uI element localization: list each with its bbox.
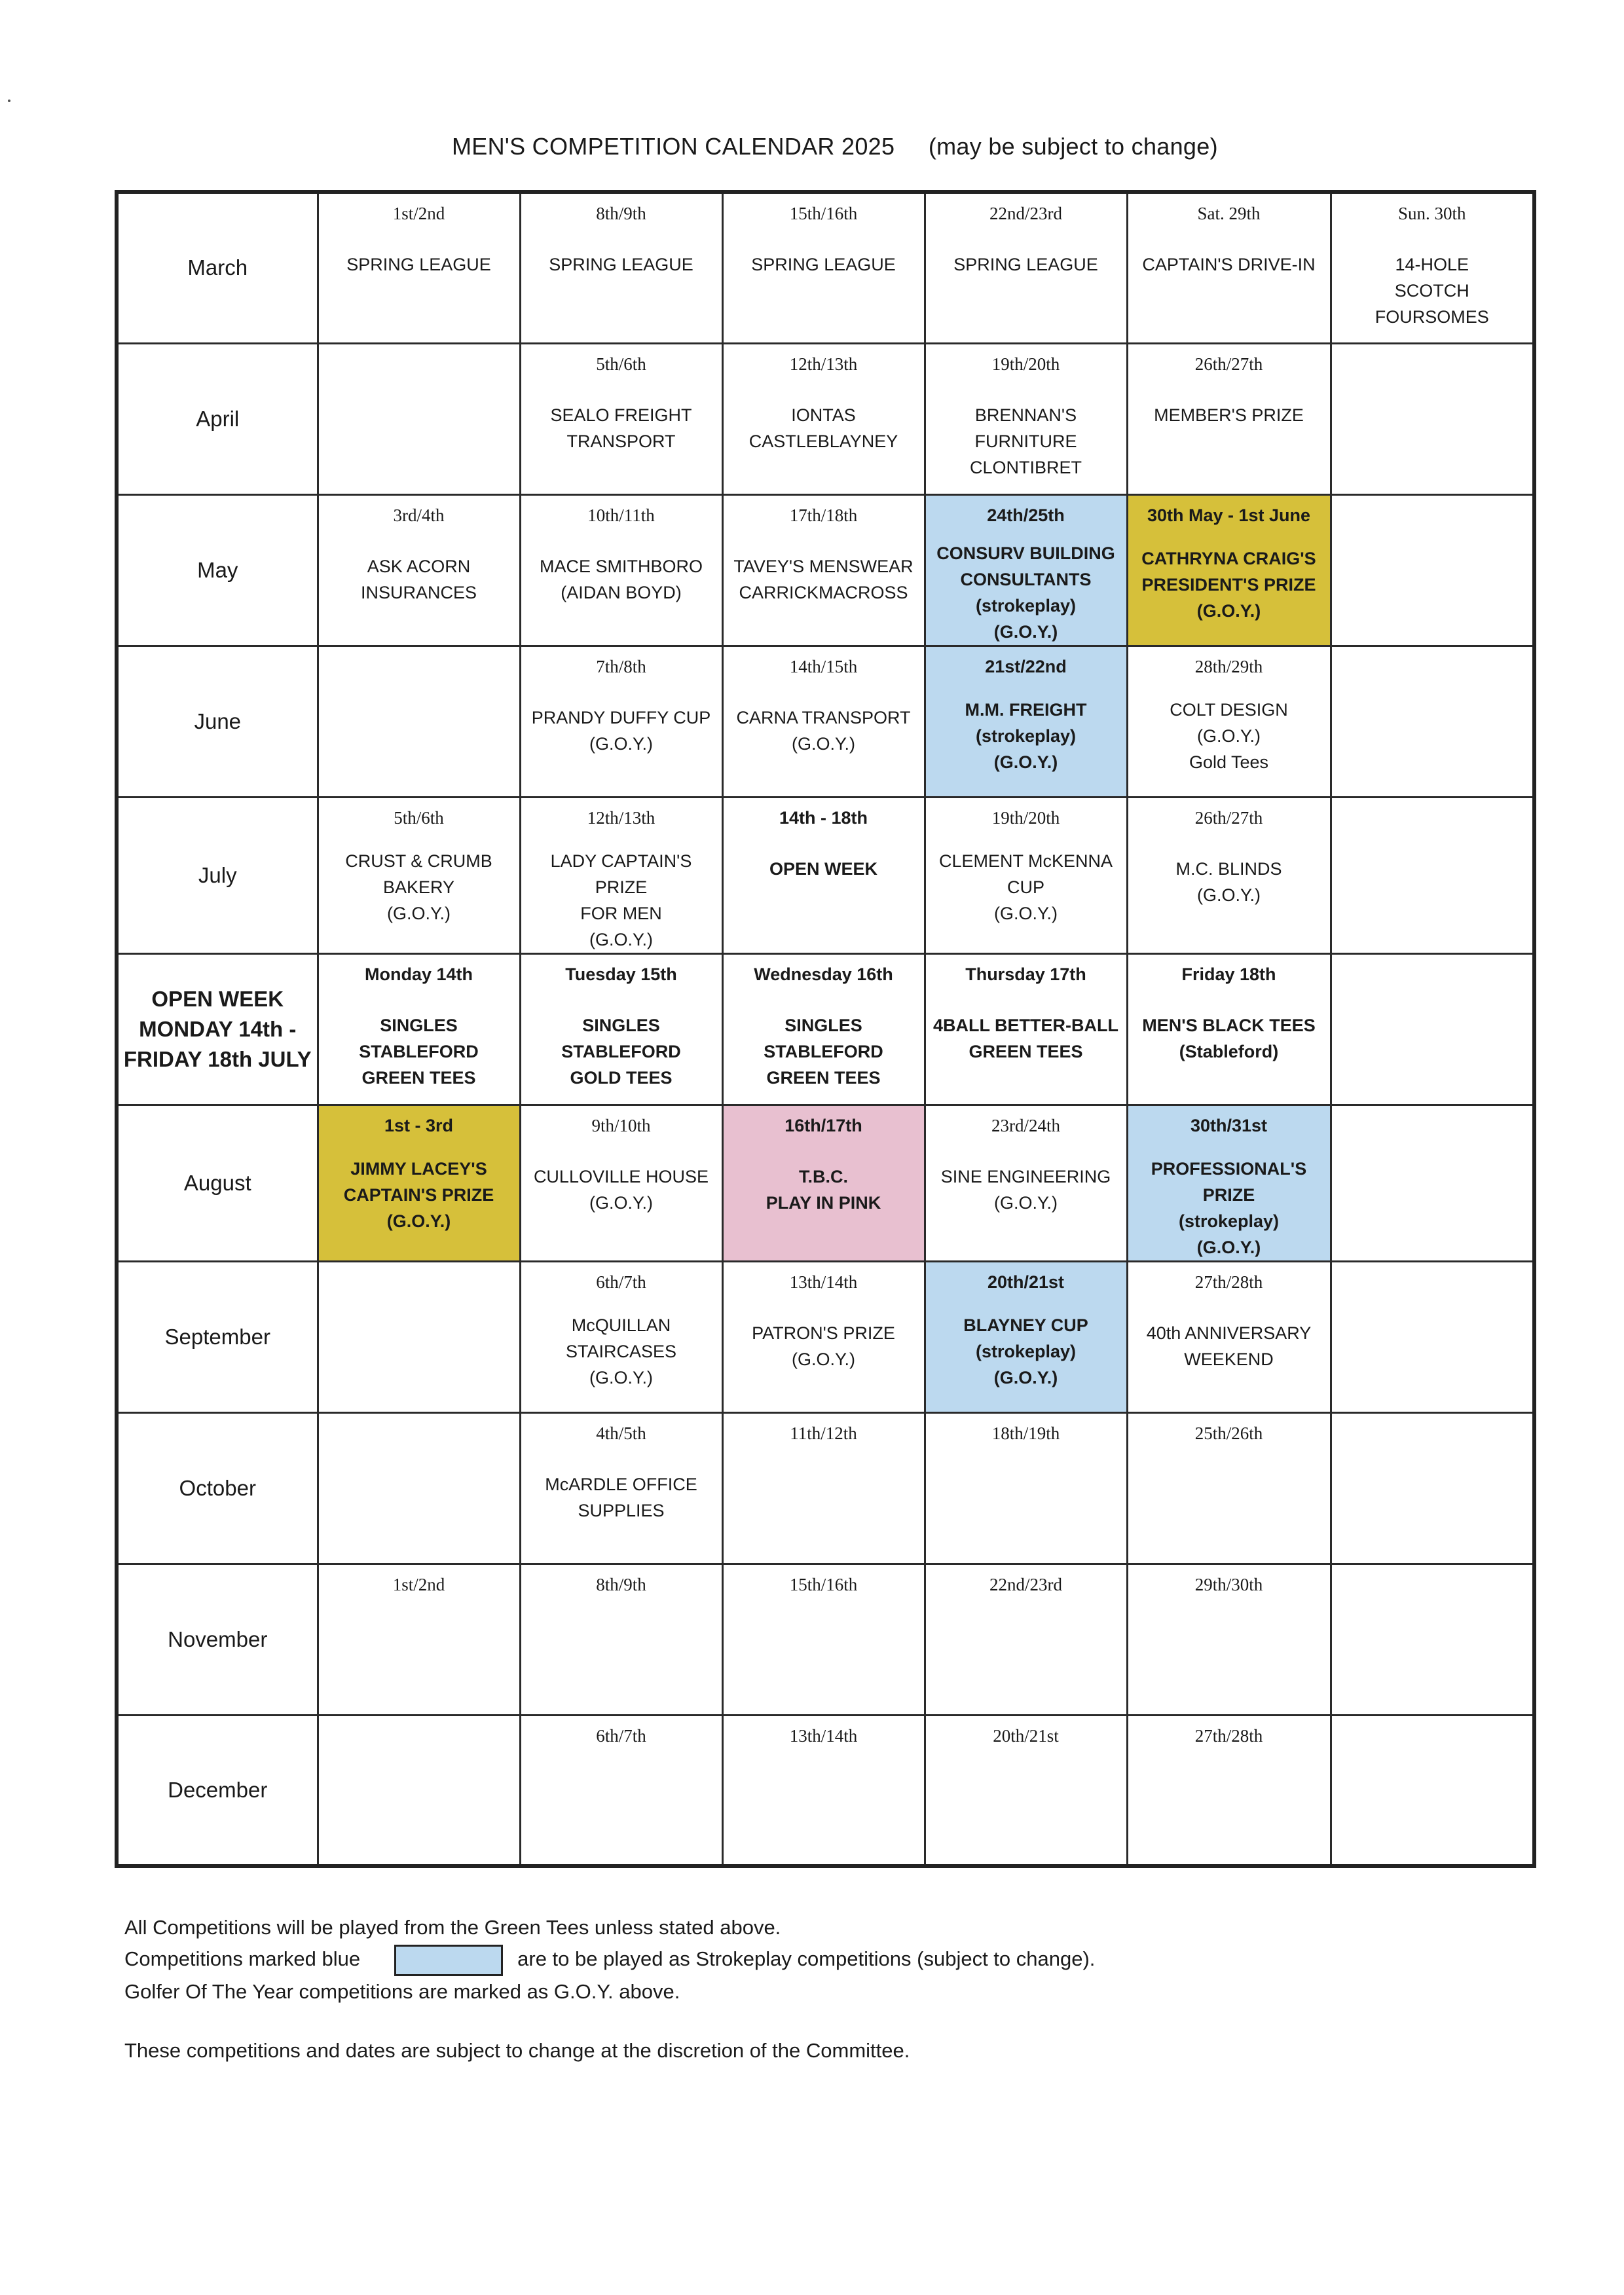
- competition-line: CRUST & CRUMB: [345, 851, 492, 871]
- competition-line: SPRING LEAGUE: [346, 255, 491, 274]
- competition-line: T.B.C.: [798, 1166, 848, 1186]
- competition-cell: [925, 192, 1127, 343]
- competition-date: 15th/16th: [789, 1574, 858, 1594]
- competition-cell: [318, 646, 520, 797]
- competition-line: (G.O.Y.): [1196, 600, 1261, 621]
- page-title: MEN'S COMPETITION CALENDAR 2025 (may be subject to change): [452, 133, 1218, 160]
- competition-line: (G.O.Y.): [993, 1367, 1058, 1387]
- competition-cell: [1331, 953, 1534, 1105]
- competition-line: GREEN TEES: [766, 1067, 881, 1088]
- competition-cell: [722, 1105, 925, 1261]
- competition-date: 24th/25th: [987, 505, 1065, 525]
- competition-date: 13th/14th: [789, 1272, 858, 1292]
- competition-line: ASK ACORN: [367, 556, 471, 576]
- month-label: September: [164, 1324, 270, 1349]
- month-label: May: [197, 557, 238, 582]
- month-cell: [117, 646, 318, 797]
- competition-line: CASTLEBLAYNEY: [748, 431, 898, 451]
- competition-line: PLAY IN PINK: [766, 1192, 881, 1213]
- competition-date: 29th/30th: [1194, 1574, 1263, 1594]
- competition-line: GOLD TEES: [570, 1067, 673, 1088]
- competition-line: BAKERY: [382, 877, 455, 897]
- competition-line: JIMMY LACEY'S: [350, 1158, 487, 1179]
- competition-line: WEEKEND: [1184, 1349, 1274, 1369]
- competition-line: McQUILLAN: [571, 1315, 671, 1335]
- competition-cell: [520, 494, 722, 646]
- competition-line: SINE ENGINEERING: [940, 1166, 1111, 1186]
- competition-line: PRESIDENT'S PRIZE: [1141, 574, 1316, 595]
- month-label-line: MONDAY 14th -: [139, 1016, 297, 1041]
- competition-cell: [1127, 1261, 1331, 1412]
- competition-cell: [520, 1105, 722, 1261]
- competition-name: [319, 553, 519, 606]
- competition-date: Tuesday 15th: [565, 964, 677, 984]
- note-goy: Golfer Of The Year competitions are marked as G.O.Y. above.: [124, 1979, 680, 2003]
- competition-line: (G.O.Y.): [993, 621, 1058, 642]
- competition-line: 4BALL BETTER-BALL: [933, 1015, 1118, 1035]
- month-label: November: [168, 1626, 268, 1651]
- month-label: April: [196, 406, 240, 431]
- competition-date: 6th/7th: [596, 1272, 646, 1292]
- competition-date: 7th/8th: [596, 656, 646, 676]
- competition-name: [521, 402, 722, 454]
- competition-line: CATHRYNA CRAIG'S: [1141, 548, 1316, 568]
- competition-date: 14th - 18th: [779, 807, 868, 828]
- competition-line: STAIRCASES: [565, 1341, 677, 1361]
- competition-name: [724, 856, 924, 882]
- competition-date: 20th/21st: [993, 1725, 1059, 1746]
- competition-cell: [722, 646, 925, 797]
- competition-date: 15th/16th: [789, 204, 858, 223]
- competition-name: [926, 251, 1126, 278]
- competition-date: 8th/9th: [596, 204, 646, 223]
- competition-line: (strokeplay): [975, 1341, 1077, 1361]
- competition-line: M.M. FREIGHT: [965, 699, 1087, 720]
- competition-line: PROFESSIONAL'S PRIZE: [1151, 1158, 1307, 1205]
- competition-cell: [925, 343, 1127, 494]
- competition-name: [724, 402, 924, 454]
- competition-line: CARRICKMACROSS: [739, 582, 908, 602]
- competition-line: CONSURV BUILDING: [936, 543, 1115, 563]
- competition-name: [724, 251, 924, 278]
- competition-line: GREEN TEES: [361, 1067, 476, 1088]
- competition-cell: [925, 1564, 1127, 1715]
- competition-line: 40th ANNIVERSARY: [1146, 1323, 1312, 1343]
- competition-line: (G.O.Y.): [589, 1367, 654, 1387]
- competition-date: 23rd/24th: [991, 1115, 1060, 1135]
- competition-line: (G.O.Y.): [993, 903, 1058, 923]
- competition-name: [1128, 1012, 1330, 1065]
- competition-cell: [520, 1412, 722, 1564]
- calendar-row: [117, 1564, 1534, 1715]
- competition-line: (G.O.Y.): [1196, 1237, 1261, 1257]
- competition-line: (G.O.Y.): [589, 1192, 654, 1213]
- month-cell: [117, 1261, 318, 1412]
- competition-name: [319, 1012, 519, 1091]
- month-cell: [117, 1564, 318, 1715]
- competition-name: [1128, 856, 1330, 908]
- competition-date: 11th/12th: [790, 1423, 857, 1443]
- note-strokeplay-prefix: Competitions marked blue: [124, 1947, 361, 1970]
- competition-name: [926, 1012, 1126, 1065]
- competition-date: 19th/20th: [991, 807, 1060, 828]
- competition-date: Thursday 17th: [965, 964, 1086, 984]
- competition-line: SPRING LEAGUE: [549, 255, 693, 274]
- calendar-row: [117, 953, 1534, 1105]
- competition-cell: [1331, 192, 1534, 343]
- month-label: December: [168, 1777, 268, 1802]
- competition-cell: [520, 1715, 722, 1866]
- competition-date: 12th/13th: [789, 354, 858, 374]
- competition-name: [521, 1012, 722, 1091]
- competition-date: 20th/21st: [987, 1272, 1065, 1292]
- competition-line: CARNA TRANSPORT: [736, 707, 911, 727]
- competition-cell: [520, 1261, 722, 1412]
- competition-cell: [925, 1715, 1127, 1866]
- competition-cell: [1331, 343, 1534, 494]
- calendar-row: [117, 797, 1534, 953]
- competition-cell: [318, 1105, 520, 1261]
- competition-cell: [1331, 646, 1534, 797]
- note-green-tees: All Competitions will be played from the Green Tees unless stated above.: [124, 1916, 781, 1939]
- competition-line: LADY CAPTAIN'S PRIZE: [550, 851, 692, 897]
- competition-cell: [1331, 1261, 1534, 1412]
- competition-cell: [520, 192, 722, 343]
- calendar-row: [117, 1715, 1534, 1866]
- competition-line: CLONTIBRET: [969, 457, 1082, 477]
- calendar-notes: [124, 1912, 1500, 2066]
- competition-name: [521, 1164, 722, 1216]
- competition-name: [724, 1164, 924, 1216]
- competition-cell: [1127, 953, 1331, 1105]
- competition-cell: [1127, 1564, 1331, 1715]
- calendar-row: [117, 343, 1534, 494]
- competition-date: Monday 14th: [364, 964, 473, 984]
- competition-cell: [520, 646, 722, 797]
- competition-cell: [318, 1261, 520, 1412]
- competition-date: 1st - 3rd: [384, 1115, 454, 1135]
- competition-cell: [1331, 1564, 1534, 1715]
- competition-line: (G.O.Y.): [589, 929, 654, 949]
- competition-name: [521, 705, 722, 757]
- competition-date: 22nd/23rd: [989, 204, 1062, 223]
- competition-name: [1128, 1320, 1330, 1372]
- competition-line: (G.O.Y.): [386, 1211, 451, 1231]
- competition-line: (G.O.Y.): [993, 1192, 1058, 1213]
- competition-name: [724, 1012, 924, 1091]
- competition-date: Sat. 29th: [1197, 204, 1261, 223]
- competition-line: (G.O.Y.): [1196, 885, 1261, 905]
- competition-cell: [1127, 1715, 1331, 1866]
- competition-name: [521, 251, 722, 278]
- competition-line: (G.O.Y.): [589, 733, 654, 754]
- competition-line: (G.O.Y.): [993, 752, 1058, 772]
- competition-line: SINGLES STABLEFORD: [764, 1015, 883, 1061]
- competition-name: [926, 697, 1126, 775]
- competition-date: 10th/11th: [587, 505, 655, 525]
- month-cell: [117, 192, 318, 343]
- competition-cell: [318, 343, 520, 494]
- month-cell: [117, 1412, 318, 1564]
- competition-date: 28th/29th: [1194, 656, 1263, 676]
- competition-cell: [722, 343, 925, 494]
- competition-line: CLEMENT McKENNA: [938, 851, 1113, 871]
- month-label-line: OPEN WEEK: [151, 986, 284, 1011]
- competition-line: (G.O.Y.): [791, 1349, 856, 1369]
- competition-date: 17th/18th: [789, 505, 858, 525]
- competition-line: MEMBER'S PRIZE: [1154, 405, 1304, 425]
- competition-name: [1128, 697, 1330, 775]
- month-cell: [117, 1105, 318, 1261]
- note-strokeplay-suffix: are to be played as Strokeplay competitions (subject to change).: [517, 1947, 1096, 1970]
- competition-date: 26th/27th: [1194, 354, 1263, 374]
- competition-line: INSURANCES: [360, 582, 477, 602]
- month-label: March: [187, 255, 248, 280]
- competition-line: IONTAS: [791, 405, 856, 425]
- competition-cell: [1127, 646, 1331, 797]
- note-committee: These competitions and dates are subject to change at the discretion of the Committee.: [124, 2038, 910, 2062]
- competition-cell: [925, 1261, 1127, 1412]
- calendar-row: [117, 494, 1534, 646]
- month-label-line: FRIDAY 18th JULY: [123, 1046, 312, 1071]
- competition-cell: [722, 1412, 925, 1564]
- competition-line: Gold Tees: [1189, 752, 1269, 772]
- month-cell: [117, 1715, 318, 1866]
- competition-date: 19th/20th: [991, 354, 1060, 374]
- competition-name: [521, 1471, 722, 1524]
- competition-name: [319, 251, 519, 278]
- competition-date: 12th/13th: [587, 807, 655, 828]
- calendar-row: [117, 192, 1534, 343]
- month-cell: [117, 494, 318, 646]
- competition-date: 1st/2nd: [392, 1574, 445, 1594]
- competition-cell: [925, 797, 1127, 953]
- competition-line: SINGLES STABLEFORD: [561, 1015, 681, 1061]
- competition-cell: [925, 1412, 1127, 1564]
- competition-name: [319, 848, 519, 927]
- competition-line: (G.O.Y.): [1196, 725, 1261, 746]
- competition-line: PRANDY DUFFY CUP: [531, 707, 711, 727]
- competition-line: (AIDAN BOYD): [561, 582, 682, 602]
- competition-date: 14th/15th: [789, 656, 858, 676]
- competition-date: 3rd/4th: [393, 505, 445, 525]
- competition-line: 14-HOLE: [1395, 255, 1469, 274]
- competition-cell: [1127, 797, 1331, 953]
- blue-color-key-swatch: [394, 1945, 503, 1976]
- competition-date: 18th/19th: [991, 1423, 1060, 1443]
- competition-line: CONSULTANTS: [960, 569, 1092, 589]
- competition-name: [521, 553, 722, 606]
- month-label: October: [179, 1475, 256, 1500]
- competition-date: 25th/26th: [1194, 1423, 1263, 1443]
- competition-cell: [722, 953, 925, 1105]
- month-label: July: [198, 862, 237, 887]
- competition-calendar-table: [115, 190, 1536, 1868]
- competition-line: TRANSPORT: [566, 431, 676, 451]
- competition-date: 5th/6th: [596, 354, 646, 374]
- calendar-row: [117, 1261, 1534, 1412]
- competition-line: BLAYNEY CUP: [963, 1315, 1088, 1335]
- competition-line: SINGLES STABLEFORD: [359, 1015, 479, 1061]
- competition-name: [319, 1156, 519, 1234]
- competition-cell: [318, 1412, 520, 1564]
- competition-cell: [318, 494, 520, 646]
- competition-line: (G.O.Y.): [791, 733, 856, 754]
- competition-date: 30th May - 1st June: [1147, 505, 1311, 525]
- competition-date: 1st/2nd: [392, 204, 445, 223]
- competition-cell: [722, 494, 925, 646]
- competition-cell: [722, 797, 925, 953]
- competition-name: [926, 540, 1126, 645]
- calendar-row: [117, 1105, 1534, 1261]
- competition-name: [724, 1320, 924, 1372]
- competition-cell: [1331, 797, 1534, 953]
- competition-line: OPEN WEEK: [769, 858, 878, 879]
- month-label: June: [194, 708, 242, 733]
- competition-line: CULLOVILLE HOUSE: [533, 1166, 709, 1186]
- competition-name: [521, 848, 722, 953]
- calendar-row: [117, 1412, 1534, 1564]
- competition-cell: [722, 192, 925, 343]
- competition-line: SCOTCH FOURSOMES: [1375, 281, 1489, 327]
- competition-cell: [318, 953, 520, 1105]
- competition-line: SUPPLIES: [578, 1500, 665, 1520]
- competition-cell: [1331, 1105, 1534, 1261]
- competition-date: 4th/5th: [596, 1423, 646, 1443]
- competition-cell: [1127, 343, 1331, 494]
- competition-date: 26th/27th: [1194, 807, 1263, 828]
- competition-cell: [722, 1715, 925, 1866]
- competition-name: [1332, 251, 1533, 330]
- competition-cell: [520, 343, 722, 494]
- competition-name: [724, 553, 924, 606]
- competition-name: [521, 1312, 722, 1391]
- competition-cell: [318, 192, 520, 343]
- month-label: August: [183, 1170, 251, 1195]
- month-cell: [117, 797, 318, 953]
- competition-cell: [520, 797, 722, 953]
- competition-line: (Stableford): [1179, 1041, 1279, 1061]
- competition-date: 5th/6th: [394, 807, 444, 828]
- competition-cell: [1127, 192, 1331, 343]
- competition-name: [1128, 402, 1330, 428]
- competition-cell: [1127, 1412, 1331, 1564]
- competition-date: Wednesday 16th: [754, 964, 893, 984]
- competition-name: [1128, 1156, 1330, 1260]
- competition-name: [926, 1164, 1126, 1216]
- competition-date: 13th/14th: [789, 1725, 858, 1746]
- calendar-row: [117, 646, 1534, 797]
- competition-line: (G.O.Y.): [386, 903, 451, 923]
- competition-date: 6th/7th: [596, 1725, 646, 1746]
- competition-cell: [1331, 1412, 1534, 1564]
- competition-name: [926, 402, 1126, 481]
- competition-cell: [318, 1715, 520, 1866]
- competition-line: GREEN TEES: [969, 1041, 1083, 1061]
- competition-name: [926, 848, 1126, 927]
- competition-line: COLT DESIGN: [1170, 699, 1288, 720]
- competition-line: CAPTAIN'S PRIZE: [343, 1184, 494, 1205]
- competition-cell: [925, 1105, 1127, 1261]
- competition-name: [926, 1312, 1126, 1391]
- competition-date: 8th/9th: [596, 1574, 646, 1594]
- competition-cell: [925, 646, 1127, 797]
- competition-cell: [1127, 1105, 1331, 1261]
- competition-line: McARDLE OFFICE: [545, 1474, 697, 1494]
- competition-name: [1128, 251, 1330, 278]
- competition-line: CAPTAIN'S DRIVE-IN: [1142, 255, 1316, 274]
- competition-cell: [318, 797, 520, 953]
- competition-line: PATRON'S PRIZE: [752, 1323, 895, 1343]
- competition-date: 16th/17th: [784, 1115, 862, 1135]
- competition-cell: [722, 1261, 925, 1412]
- competition-line: M.C. BLINDS: [1175, 858, 1282, 879]
- competition-line: MEN'S BLACK TEES: [1142, 1015, 1316, 1035]
- competition-date: 9th/10th: [591, 1115, 651, 1135]
- competition-cell: [1331, 494, 1534, 646]
- competition-cell: [1127, 494, 1331, 646]
- month-cell: [117, 953, 318, 1105]
- competition-name: [724, 705, 924, 757]
- competition-line: FOR MEN: [580, 903, 662, 923]
- competition-line: (strokeplay): [975, 595, 1077, 615]
- competition-cell: [520, 1564, 722, 1715]
- month-cell: [117, 343, 318, 494]
- competition-date: 27th/28th: [1194, 1725, 1263, 1746]
- competition-line: (strokeplay): [1178, 1211, 1280, 1231]
- competition-cell: [925, 953, 1127, 1105]
- competition-cell: [520, 953, 722, 1105]
- competition-line: SEALO FREIGHT: [550, 405, 692, 425]
- competition-date: Sun. 30th: [1397, 204, 1466, 223]
- competition-line: MACE SMITHBORO: [539, 556, 703, 576]
- competition-date: 30th/31st: [1190, 1115, 1268, 1135]
- competition-line: TAVEY'S MENSWEAR: [733, 556, 913, 576]
- scan-speck: [8, 100, 10, 102]
- competition-line: BRENNAN'S FURNITURE: [974, 405, 1077, 451]
- competition-date: Friday 18th: [1181, 964, 1276, 984]
- competition-date: 21st/22nd: [985, 656, 1067, 676]
- competition-cell: [1331, 1715, 1534, 1866]
- competition-name: [1128, 545, 1330, 624]
- competition-cell: [722, 1564, 925, 1715]
- competition-date: 22nd/23rd: [989, 1574, 1062, 1594]
- competition-cell: [318, 1564, 520, 1715]
- competition-line: SPRING LEAGUE: [751, 255, 896, 274]
- competition-cell: [925, 494, 1127, 646]
- competition-date: 27th/28th: [1194, 1272, 1263, 1292]
- competition-line: CUP: [1006, 877, 1044, 897]
- competition-line: (strokeplay): [975, 725, 1077, 746]
- competition-line: SPRING LEAGUE: [953, 255, 1098, 274]
- note-strokeplay: [124, 1943, 1500, 1976]
